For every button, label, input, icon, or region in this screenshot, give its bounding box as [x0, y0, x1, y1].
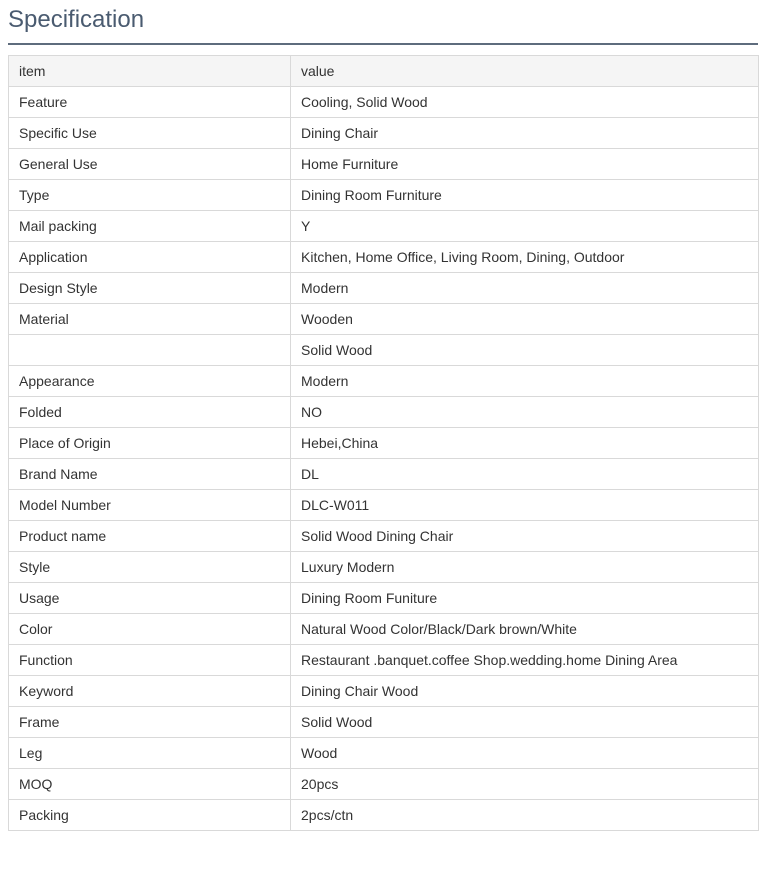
table-row: [9, 490, 759, 521]
value-cell: Modern: [291, 273, 759, 304]
value-cell: Natural Wood Color/Black/Dark brown/White: [291, 614, 759, 645]
item-cell: Specific Use: [9, 118, 291, 149]
value-cell: DLC-W011: [291, 490, 759, 521]
table-row: [9, 738, 759, 769]
column-header-value: value: [291, 56, 759, 87]
value-cell: NO: [291, 397, 759, 428]
item-cell: Application: [9, 242, 291, 273]
item-cell: Style: [9, 552, 291, 583]
table-row: [9, 583, 759, 614]
value-cell: DL: [291, 459, 759, 490]
value-cell: Restaurant .banquet.coffee Shop.wedding.home Dining Area: [291, 645, 759, 676]
table-row: [9, 459, 759, 490]
item-cell: Keyword: [9, 676, 291, 707]
table-row: [9, 645, 759, 676]
table-row: [9, 335, 759, 366]
value-cell: 2pcs/ctn: [291, 800, 759, 831]
item-cell: Function: [9, 645, 291, 676]
item-cell: MOQ: [9, 769, 291, 800]
table-row: [9, 521, 759, 552]
table-row: [9, 552, 759, 583]
value-cell: Wooden: [291, 304, 759, 335]
value-cell: Dining Chair: [291, 118, 759, 149]
table-row: [9, 800, 759, 831]
table-header-row: [9, 56, 759, 87]
value-cell: Modern: [291, 366, 759, 397]
title-divider: [8, 43, 758, 45]
item-cell: Frame: [9, 707, 291, 738]
item-cell: Material: [9, 304, 291, 335]
page-title: Specification: [8, 6, 145, 33]
item-cell: Packing: [9, 800, 291, 831]
value-cell: Kitchen, Home Office, Living Room, Dining, Outdoor: [291, 242, 759, 273]
value-cell: Home Furniture: [291, 149, 759, 180]
table-row: [9, 428, 759, 459]
value-cell: Wood: [291, 738, 759, 769]
specification-table: [8, 55, 759, 831]
item-cell: Brand Name: [9, 459, 291, 490]
item-cell: General Use: [9, 149, 291, 180]
item-cell: Model Number: [9, 490, 291, 521]
table-row: [9, 614, 759, 645]
table-row: [9, 87, 759, 118]
value-cell: Dining Room Furniture: [291, 180, 759, 211]
value-cell: Dining Chair Wood: [291, 676, 759, 707]
table-row: [9, 769, 759, 800]
value-cell: Solid Wood Dining Chair: [291, 521, 759, 552]
table-row: [9, 273, 759, 304]
value-cell: Dining Room Funiture: [291, 583, 759, 614]
table-row: [9, 211, 759, 242]
item-cell: Usage: [9, 583, 291, 614]
table-row: [9, 242, 759, 273]
item-cell: Appearance: [9, 366, 291, 397]
item-cell: Design Style: [9, 273, 291, 304]
value-cell: Y: [291, 211, 759, 242]
value-cell: 20pcs: [291, 769, 759, 800]
value-cell: Luxury Modern: [291, 552, 759, 583]
table-row: [9, 304, 759, 335]
table-row: [9, 118, 759, 149]
item-cell: [9, 335, 291, 366]
table-row: [9, 676, 759, 707]
item-cell: Leg: [9, 738, 291, 769]
table-row: [9, 149, 759, 180]
item-cell: Folded: [9, 397, 291, 428]
value-cell: Solid Wood: [291, 335, 759, 366]
table-row: [9, 707, 759, 738]
table-row: [9, 366, 759, 397]
item-cell: Type: [9, 180, 291, 211]
item-cell: Place of Origin: [9, 428, 291, 459]
item-cell: Mail packing: [9, 211, 291, 242]
item-cell: Product name: [9, 521, 291, 552]
table-row: [9, 180, 759, 211]
value-cell: Hebei,China: [291, 428, 759, 459]
value-cell: Solid Wood: [291, 707, 759, 738]
item-cell: Color: [9, 614, 291, 645]
item-cell: Feature: [9, 87, 291, 118]
table-row: [9, 397, 759, 428]
column-header-item: item: [9, 56, 291, 87]
value-cell: Cooling, Solid Wood: [291, 87, 759, 118]
